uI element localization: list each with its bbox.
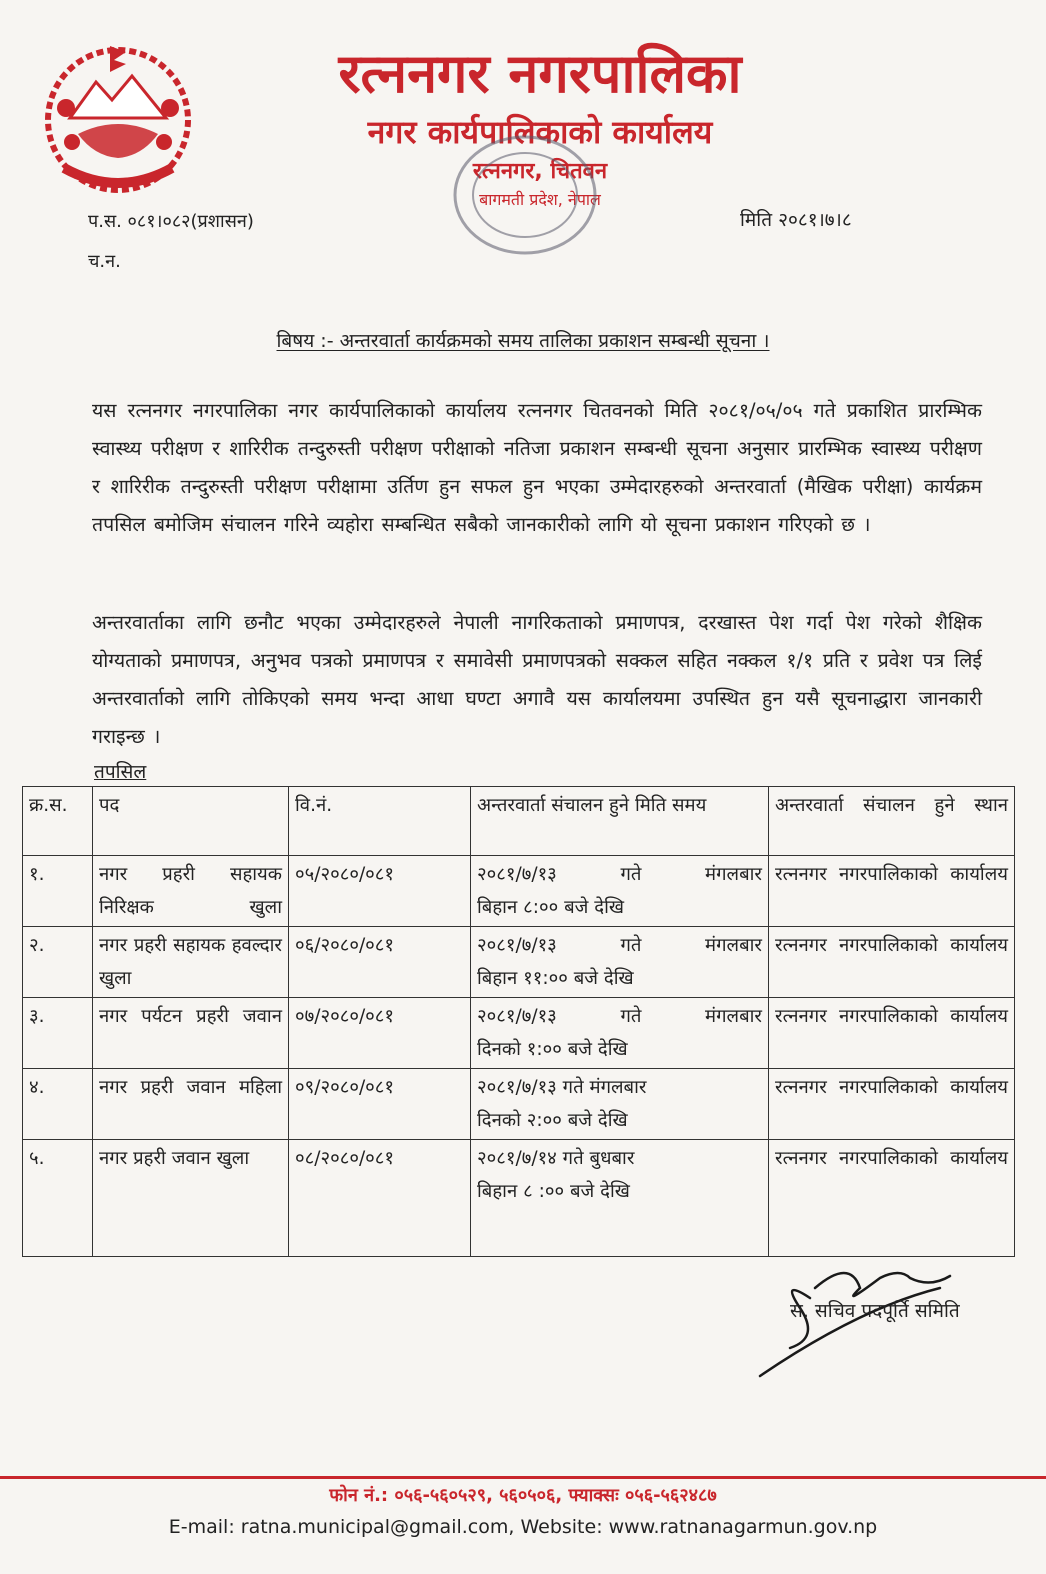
- notice-subject-text: बिषय :- अन्तरवार्ता कार्यक्रमको समय तालिका प्रकाशन सम्बन्धी सूचना ।: [276, 330, 770, 352]
- cell-post: नगर पर्यटन प्रहरी जवान: [93, 998, 289, 1069]
- reference-number: प.स. ०८१।०८२(प्रशासन): [88, 211, 254, 232]
- cell-adv-no: ०६/२०८०/०८१: [289, 927, 471, 998]
- table-row: [23, 927, 1015, 998]
- col-header-venue: अन्तरवार्ता संचालन हुने स्थान: [769, 787, 1015, 856]
- cell-datetime: २०८१/७/१३ गते मंगलबार बिहान ८:०० बजे देखि: [471, 856, 769, 927]
- footer-contact: E-mail: ratna.municipal@gmail.com, Website: www.ratnanagarmun.gov.np: [168, 1516, 878, 1538]
- table-header-row: [23, 787, 1015, 856]
- cell-datetime: २०८१/७/१३ गते मंगलबार दिनको १:०० बजे देखि: [471, 998, 769, 1069]
- cell-venue: रत्ननगर नगरपालिकाको कार्यालय: [769, 1140, 1015, 1257]
- cell-venue: रत्ननगर नगरपालिकाको कार्यालय: [769, 998, 1015, 1069]
- office-stamp: [440, 125, 610, 265]
- cell-post: नगर प्रहरी जवान महिला: [93, 1069, 289, 1140]
- cell-venue: रत्ननगर नगरपालिकाको कार्यालय: [769, 1069, 1015, 1140]
- dispatch-number: च.न.: [88, 251, 121, 272]
- office-province: बागमती प्रदेश, नेपाल: [479, 190, 601, 209]
- col-header-adv-no: वि.नं.: [289, 787, 471, 856]
- body-paragraph-2: अन्तरवार्ताका लागि छनौट भएका उम्मेदारहरुले नेपाली नागरिकताको प्रमाणपत्र, दरखास्त पेश गर्दा पेश गरेको शैक्षिक योग्यताको प्रमाणपत्र, अनुभव पत्रको प्रमाणपत्र र समावेसी प्रमाणपत्रको सक्कल सहित नक्कल १/१ प्रति र प्रवेश पत्र लिई अन्तरवार्ताको लागि तोकिएको समय भन्दा आधा घण्टा अगावै यस कार्यालयमा उपस्थित हुन यसै सूचनाद्धारा जानकारी गराइन्छ ।: [92, 611, 982, 748]
- signatory-title: स. सचिव पदपूर्ति समिति: [790, 1300, 960, 1322]
- table-row: [23, 856, 1015, 927]
- cell-adv-no: ०८/२०८०/०८१: [289, 1140, 471, 1257]
- col-header-datetime: अन्तरवार्ता संचालन हुने मिति समय: [471, 787, 769, 856]
- office-location: रत्ननगर, चितवन: [472, 159, 608, 184]
- cell-venue: रत्ननगर नगरपालिकाको कार्यालय: [769, 856, 1015, 927]
- table-row: [23, 1069, 1015, 1140]
- col-header-post: पद: [93, 787, 289, 856]
- cell-datetime: २०८१/७/१३ गते मंगलबार बिहान ११:०० बजे देखि: [471, 927, 769, 998]
- cell-adv-no: ०५/२०८०/०८१: [289, 856, 471, 927]
- cell-serial: ४.: [23, 1069, 93, 1140]
- cell-post: नगर प्रहरी सहायक निरिक्षक खुला: [93, 856, 289, 927]
- cell-datetime: २०८१/७/१४ गते बुधबार बिहान ८ :०० बजे देखि: [471, 1140, 769, 1257]
- nepal-emblem-logo: [38, 38, 198, 198]
- office-name: नगर कार्यपालिकाको कार्यालय: [367, 113, 713, 151]
- cell-serial: ५.: [23, 1140, 93, 1257]
- cell-post: नगर प्रहरी सहायक हवल्दार खुला: [93, 927, 289, 998]
- letter-date: मिति २०८१।७।८: [740, 209, 852, 231]
- cell-serial: ३.: [23, 998, 93, 1069]
- footer-phone: फोन नं.: ०५६-५६०५२९, ५६०५०६, फ्याक्सः ०५६-५६२४८७: [329, 1485, 717, 1506]
- cell-datetime: २०८१/७/१३ गते मंगलबार दिनको २:०० बजे देखि: [471, 1069, 769, 1140]
- cell-adv-no: ०९/२०८०/०८१: [289, 1069, 471, 1140]
- interview-schedule-table: [22, 786, 1015, 1257]
- notice-subject: [0, 328, 1046, 354]
- municipality-name: रत्ननगर नगरपालिका: [338, 42, 742, 105]
- table-row: [23, 998, 1015, 1069]
- col-header-serial: क्र.स.: [23, 787, 93, 856]
- footer-divider: [0, 1476, 1046, 1479]
- cell-serial: २.: [23, 927, 93, 998]
- annex-label: तपसिल: [94, 761, 147, 783]
- table-row: [23, 1140, 1015, 1257]
- cell-post: नगर प्रहरी जवान खुला: [93, 1140, 289, 1257]
- cell-adv-no: ०७/२०८०/०८१: [289, 998, 471, 1069]
- cell-venue: रत्ननगर नगरपालिकाको कार्यालय: [769, 927, 1015, 998]
- cell-serial: १.: [23, 856, 93, 927]
- body-paragraph-1: यस रत्ननगर नगरपालिका नगर कार्यपालिकाको कार्यालय रत्ननगर चितवनको मिति २०८१/०५/०५ गते प्रकाशित प्रारम्भिक स्वास्थ्य परीक्षण र शारिरीक तन्दुरुस्ती परीक्षण परीक्षाको नतिजा प्रकाशन सम्बन्धी सूचना अनुसार प्रारम्भिक स्वास्थ्य परीक्षण र शारिरीक तन्दुरुस्ती परीक्षण परीक्षामा उर्तिण हुन सफल हुन भएका उम्मेदारहरुको अन्तरवार्ता (मैखिक परीक्षा) कार्यक्रम तपसिल बमोजिम संचालन गरिने व्यहोरा सम्बन्धित सबैको जानकारीको लागि यो सूचना प्रकाशन गरिएको छ ।: [92, 399, 982, 536]
